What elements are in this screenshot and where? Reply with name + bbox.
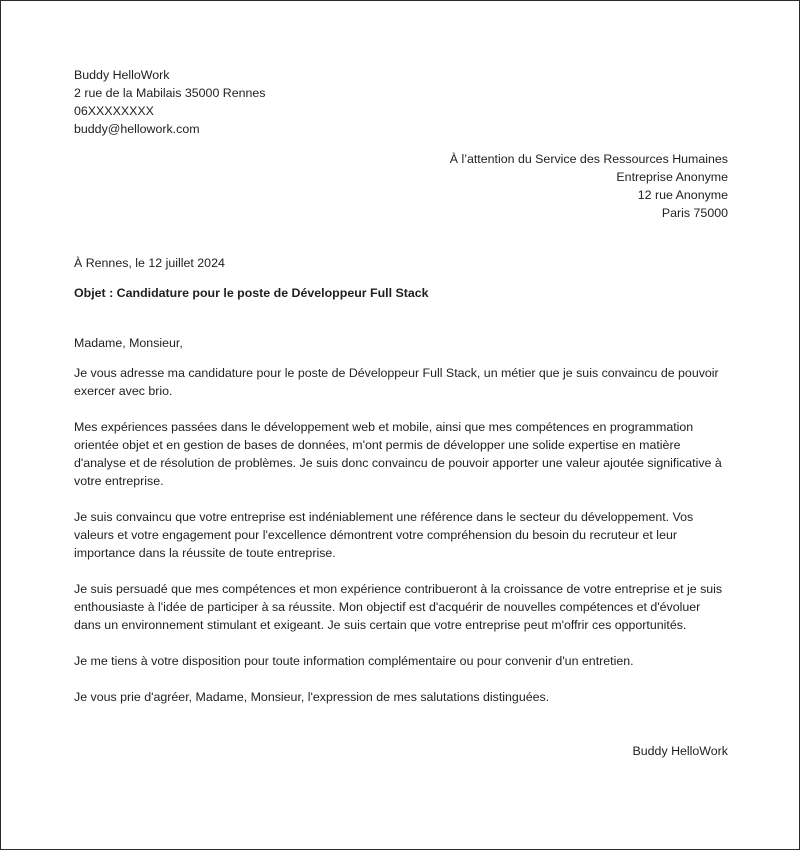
letter-content	[74, 66, 728, 760]
body-paragraph-motivation: Je suis persuadé que mes compétences et mon expérience contribueront à la croissance de votre entreprise et je suis enthousiaste à l'idée de participer à sa réussite. Mon objectif est d'acquérir de nouvelles compétences et d'évoluer dans un environnement stimulant et exigeant. Je suis certain que votre entreprise peut m'offrir ces opportunités.	[74, 582, 723, 632]
letter-signature: Buddy HelloWork	[632, 744, 728, 758]
recipient-street: 12 rue Anonyme	[637, 188, 728, 202]
body-paragraph-closing: Je vous prie d'agréer, Madame, Monsieur, l'expression de mes salutations distinguées.	[74, 690, 550, 704]
body-paragraph-experience: Mes expériences passées dans le développement web et mobile, ainsi que mes compétences en programmation orientée objet et en gestion de bases de données, m'ont permis de développer une solide expertise en matière d'analyse et de résolution de problèmes. Je suis donc convaincu de pouvoir apporter une valeur ajoutée significative à votre entreprise.	[74, 420, 722, 488]
sender-block	[74, 66, 728, 138]
body-paragraph-intro: Je vous adresse ma candidature pour le poste de Développeur Full Stack, un métier que je suis convaincu de pouvoir exercer avec brio.	[74, 366, 719, 398]
recipient-company: Entreprise Anonyme	[616, 170, 728, 184]
sender-name: Buddy HelloWork	[74, 68, 170, 82]
letter-salutation: Madame, Monsieur,	[74, 336, 183, 350]
body-paragraph-company: Je suis convaincu que votre entreprise est indéniablement une référence dans le secteur du développement. Vos valeurs et votre engagement pour l'excellence démontrent votre compréhension du besoin du recruteur et leur importance dans la réussite de toute entreprise.	[74, 510, 694, 560]
place-date: À Rennes, le 12 juillet 2024	[74, 256, 225, 270]
recipient-city: Paris 75000	[661, 206, 728, 220]
letter-subject: Objet : Candidature pour le poste de Développeur Full Stack	[74, 286, 429, 300]
sender-address: 2 rue de la Mabilais 35000 Rennes	[74, 86, 266, 100]
recipient-attention: À l’attention du Service des Ressources Humaines	[449, 152, 728, 166]
sender-phone: 06XXXXXXXX	[74, 104, 154, 118]
body-paragraph-availability: Je me tiens à votre disposition pour toute information complémentaire ou pour convenir d'un entretien.	[74, 654, 634, 668]
sender-email: buddy@hellowork.com	[74, 122, 200, 136]
recipient-block	[74, 150, 728, 222]
